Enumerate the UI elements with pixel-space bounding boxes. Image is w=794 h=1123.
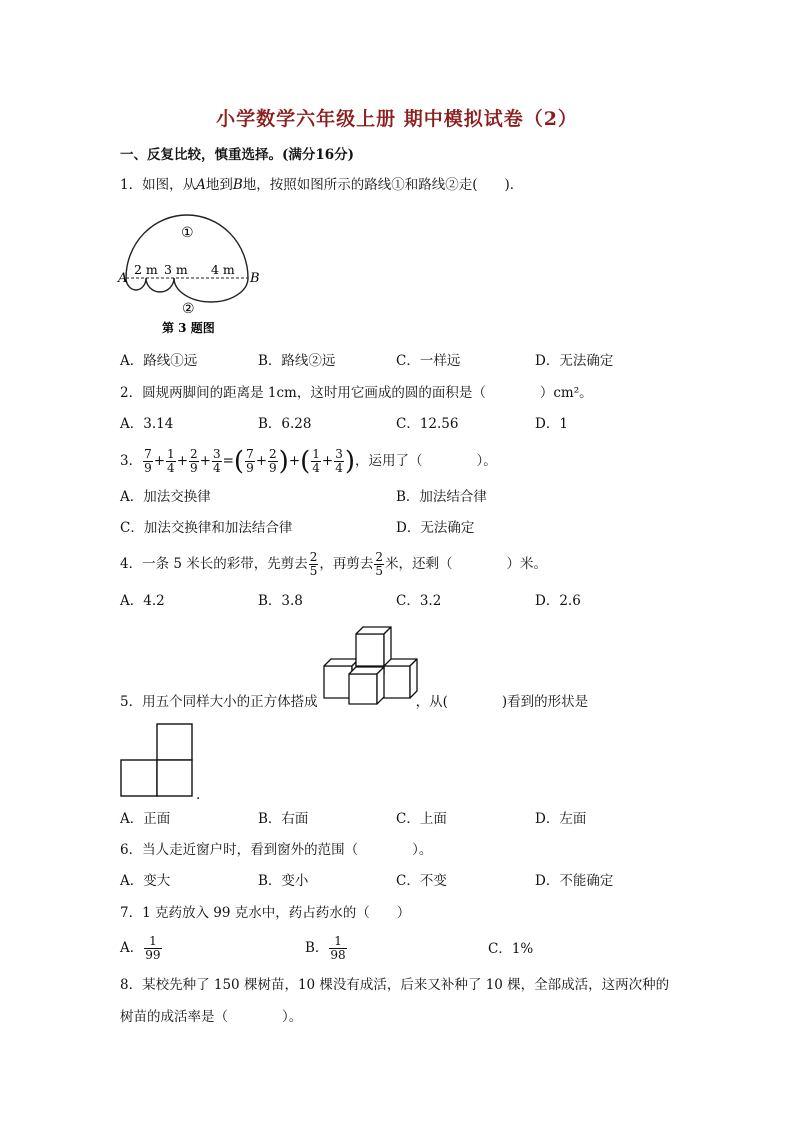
section-heading: 一、反复比较，慎重选择。(满分16分): [120, 147, 355, 163]
q5-option-d[interactable]: D．左面: [535, 811, 587, 827]
fraction: $\frac{2}{9}$: [190, 447, 198, 475]
fraction: $\frac{3}{4}$: [212, 447, 221, 475]
q3-option-b[interactable]: B．加法结合律: [396, 489, 487, 505]
fraction: $\frac{1}{4}$: [167, 447, 175, 475]
route-2-label: ②: [182, 301, 195, 317]
question-3: 3． $\frac{7}{9}$ + $\frac{1}{4}$ + $\frac{2}{9}$ + $\frac{3}{4}$ =( $\frac{7}{9}$ + $\frac{2}{9}$ )+( $\frac{1}{4}$ + $\frac{3}{4}$ )，运用了（ ）。: [120, 446, 497, 477]
question-8-line-1: 8．某校先种了 150 棵树苗，10 棵没有成活，后来又补种了 10 棵，全部成活，这两次种的: [120, 977, 670, 993]
segment-2-label: 3 m: [164, 262, 188, 277]
q1-option-d[interactable]: D．无法确定: [535, 353, 614, 369]
q7-option-b[interactable]: B． $\frac{1}{98}$: [305, 934, 346, 962]
q2-option-b[interactable]: B．6.28: [258, 416, 312, 432]
q3-option-a[interactable]: A．加法交换律: [120, 489, 211, 505]
q5-option-a[interactable]: A．正面: [120, 811, 171, 827]
question-7: 7．1 克药放入 99 克水中，药占药水的（ ）: [120, 905, 411, 921]
q1-option-a[interactable]: A．路线①远: [120, 353, 198, 369]
route-figure: [114, 208, 274, 338]
question-1: 1．如图，从A地到B地，按照如图所示的路线①和路线②走( )．: [120, 177, 524, 193]
fraction: $\frac{3}{4}$: [335, 447, 343, 475]
q6-option-a[interactable]: A．变大: [120, 873, 171, 889]
figure-caption: 第 3 题图: [162, 321, 215, 335]
segment-3-label: 4 m: [211, 262, 235, 277]
question-8-line-2: 树苗的成活率是（ ）。: [120, 1009, 303, 1025]
q3-option-d[interactable]: D．无法确定: [396, 520, 475, 536]
figure-period: .: [196, 787, 201, 803]
q4-option-a[interactable]: A．4.2: [120, 593, 165, 609]
q4-option-c[interactable]: C．3.2: [396, 593, 442, 609]
fraction: $\frac{7}{9}$: [246, 447, 254, 475]
q6-option-d[interactable]: D．不能确定: [535, 873, 614, 889]
question-4: 4．一条 5 米长的彩带，先剪去 $\frac{2}{5}$ ，再剪去 $\frac{2}{5}$ 米，还剩（ ）米。: [120, 550, 548, 578]
q6-option-b[interactable]: B．变小: [258, 873, 309, 889]
q2-option-a[interactable]: A．3.14: [120, 416, 174, 432]
q5-option-b[interactable]: B．右面: [258, 811, 309, 827]
q5-option-c[interactable]: C．上面: [396, 811, 447, 827]
question-2: 2．圆规两脚间的距离是 1cm，这时用它画成的圆的面积是（ ）cm²。: [120, 385, 593, 401]
fraction: $\frac{1}{99}$: [145, 934, 161, 962]
fraction: $\frac{7}{9}$: [144, 447, 152, 475]
view-shape-figure: [120, 722, 198, 800]
route-1-label: ①: [181, 225, 194, 241]
question-6: 6．当人走近窗户时，看到窗外的范围（ ）。: [120, 842, 433, 858]
segment-1-label: 2 m: [134, 262, 158, 277]
q4-option-b[interactable]: B．3.8: [258, 593, 303, 609]
fraction: $\frac{2}{5}$: [375, 550, 384, 578]
q7-option-c[interactable]: C．1%: [488, 941, 534, 957]
q3-option-c[interactable]: C．加法交换律和加法结合律: [120, 520, 293, 536]
fraction: $\frac{1}{4}$: [312, 447, 320, 475]
route-2-arc-c: [174, 278, 248, 302]
fraction: $\frac{2}{5}$: [309, 550, 318, 578]
q7-option-a[interactable]: A． $\frac{1}{99}$: [120, 934, 161, 962]
q1-option-c[interactable]: C．一样远: [396, 353, 461, 369]
q1-option-b[interactable]: B．路线②远: [258, 353, 336, 369]
q2-option-d[interactable]: D．1: [535, 416, 568, 432]
q4-option-d[interactable]: D．2.6: [535, 593, 581, 609]
route-2-arc-b: [146, 278, 174, 292]
page-title: 小学数学六年级上册 期中模拟试卷（2）: [216, 108, 578, 130]
route-2-arc-a: [126, 278, 146, 290]
q6-option-c[interactable]: C．不变: [396, 873, 447, 889]
question-5: 5．用五个同样大小的正方体搭成 ，从( )看到的形状是: [120, 694, 589, 710]
point-a-label: A: [118, 271, 128, 286]
point-b-label: B: [250, 271, 260, 286]
fraction: $\frac{2}{9}$: [269, 447, 277, 475]
fraction: $\frac{1}{98}$: [330, 934, 346, 962]
q2-option-c[interactable]: C．12.56: [396, 416, 459, 432]
